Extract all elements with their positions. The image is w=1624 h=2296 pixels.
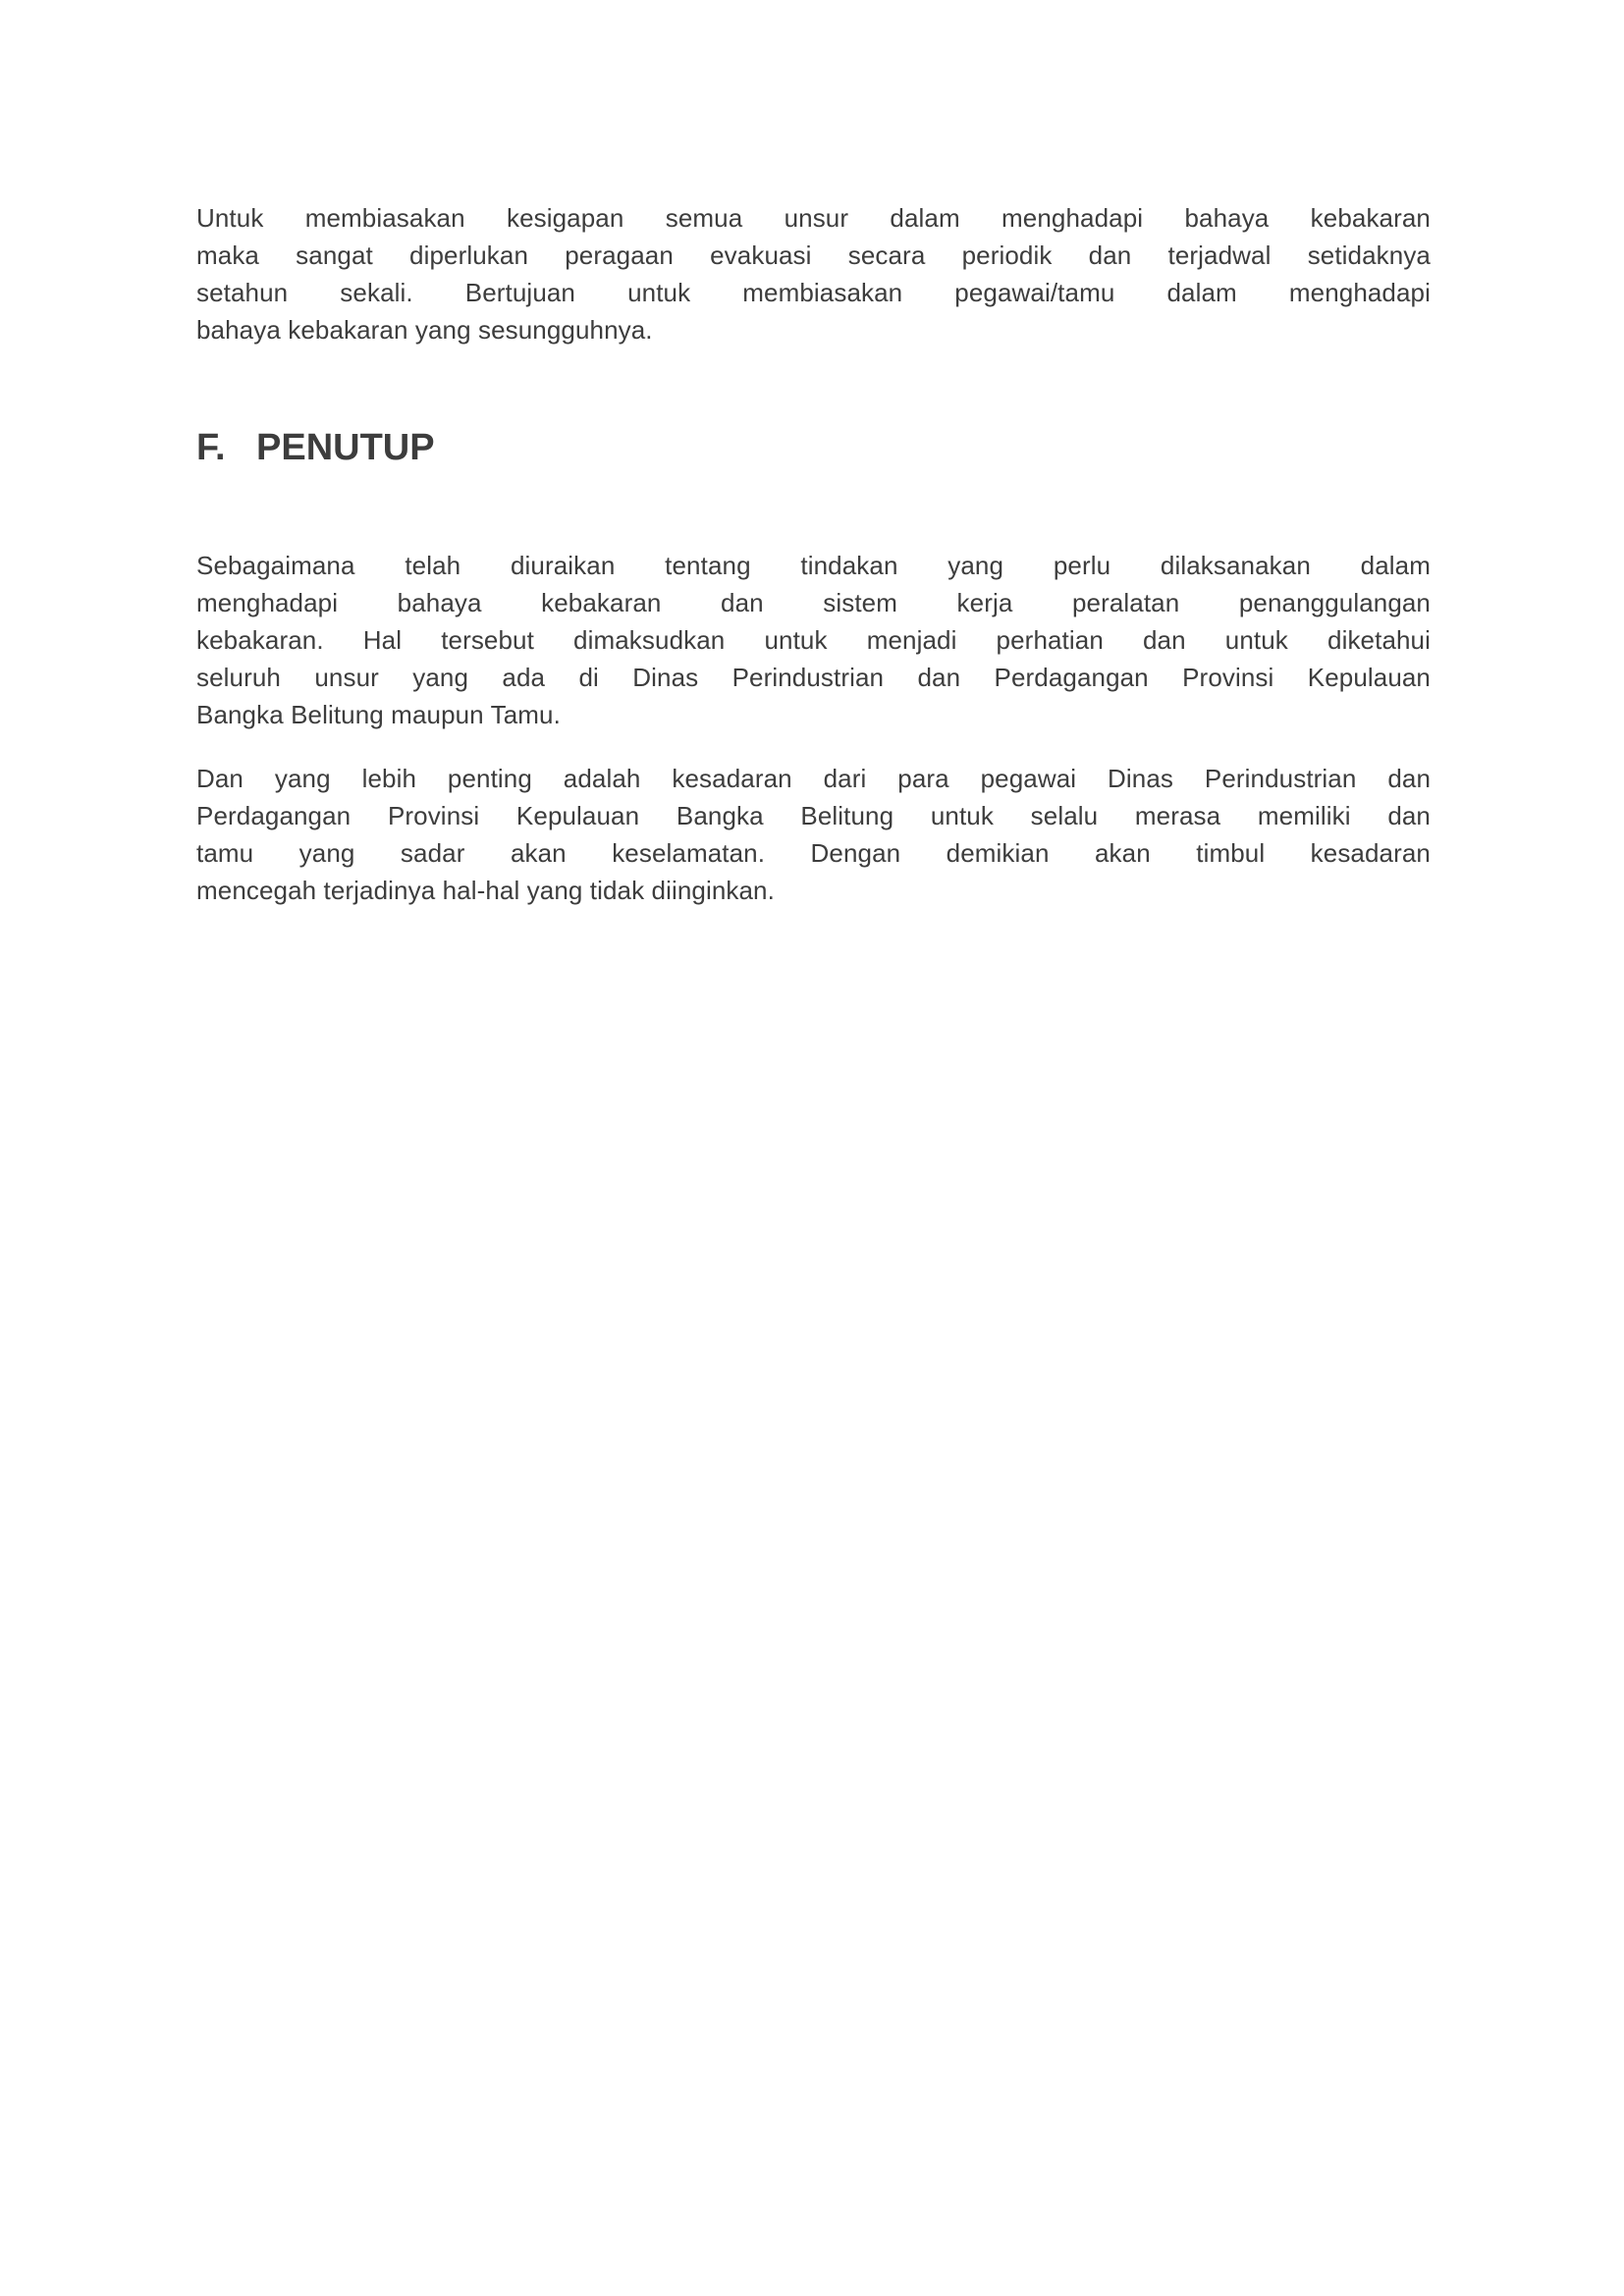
paragraph-sebagaimana-diuraikan	[196, 547, 1431, 733]
paragraph-line: menghadapi bahaya kebakaran dan sistem kerja peralatan penanggulangan	[196, 588, 1431, 617]
paragraph-line: Bangka Belitung maupun Tamu.	[196, 700, 561, 729]
paragraph-line: maka sangat diperlukan peragaan evakuasi secara periodik dan terjadwal setidaknya	[196, 240, 1431, 270]
paragraph-line: Perdagangan Provinsi Kepulauan Bangka Belitung untuk selalu merasa memiliki dan	[196, 801, 1431, 830]
paragraph-line: seluruh unsur yang ada di Dinas Perindustrian dan Perdagangan Provinsi Kepulauan	[196, 663, 1431, 692]
paragraph-line: kebakaran. Hal tersebut dimaksudkan untuk menjadi perhatian dan untuk diketahui	[196, 625, 1431, 655]
paragraph-evakuasi-periodik	[196, 199, 1431, 348]
paragraph-line: Untuk membiasakan kesigapan semua unsur dalam menghadapi bahaya kebakaran	[196, 203, 1431, 233]
paragraph-line: Sebagaimana telah diuraikan tentang tindakan yang perlu dilaksanakan dalam	[196, 551, 1431, 580]
document-content	[196, 0, 1431, 909]
paragraph-line: bahaya kebakaran yang sesungguhnya.	[196, 315, 653, 345]
paragraph-line: setahun sekali. Bertujuan untuk membiasakan pegawai/tamu dalam menghadapi	[196, 278, 1431, 307]
paragraph-kesadaran-pegawai	[196, 760, 1431, 909]
section-heading-penutup	[196, 425, 1431, 470]
section-heading-title: PENUTUP	[256, 427, 435, 468]
paragraph-line: tamu yang sadar akan keselamatan. Dengan demikian akan timbul kesadaran	[196, 838, 1431, 868]
section-heading-number: F.	[196, 427, 226, 468]
paragraph-line: mencegah terjadinya hal-hal yang tidak diinginkan.	[196, 876, 775, 905]
paragraph-line: Dan yang lebih penting adalah kesadaran dari para pegawai Dinas Perindustrian dan	[196, 764, 1431, 793]
